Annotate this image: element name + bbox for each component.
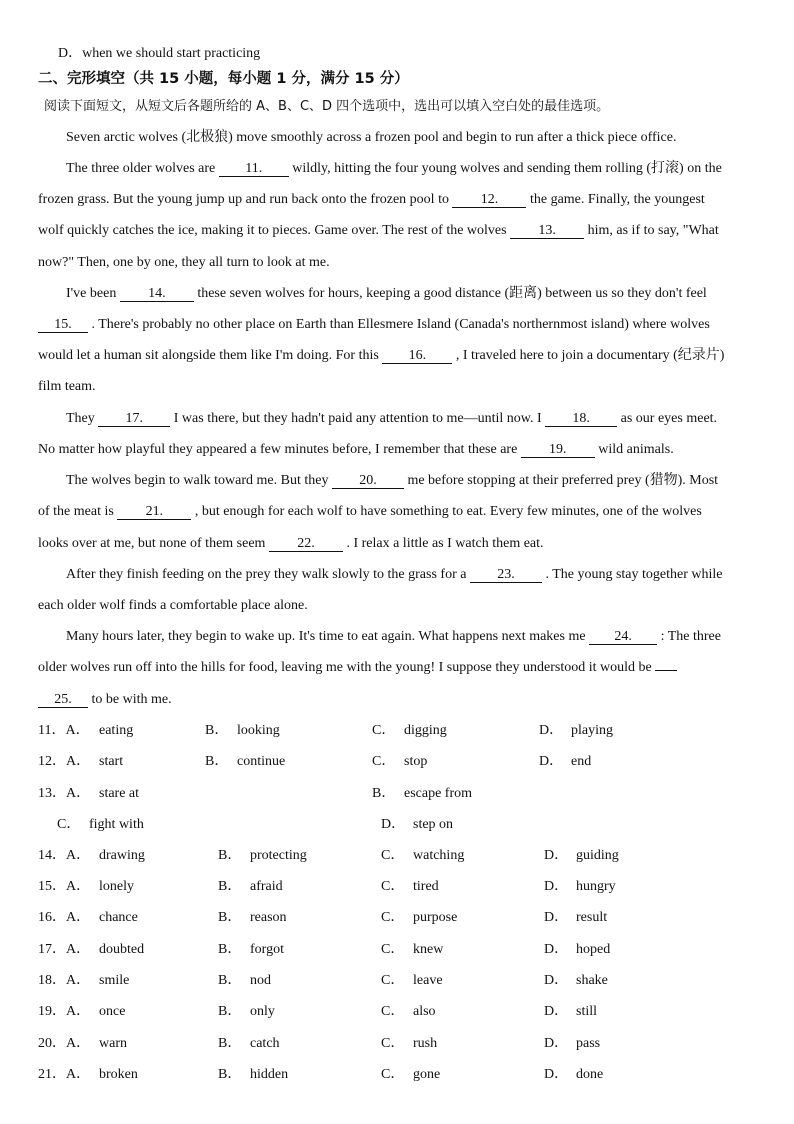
option-d[interactable]: pass <box>576 1036 601 1051</box>
option-letter: D． <box>544 910 569 925</box>
option-letter: C． <box>381 1036 405 1051</box>
passage-text: They <box>66 411 95 426</box>
option-letter: B． <box>205 754 229 769</box>
option-b[interactable]: continue <box>237 754 286 769</box>
passage-text: I've been <box>66 286 117 301</box>
option-b[interactable]: protecting <box>250 848 307 863</box>
blank-18: 18. <box>545 411 617 427</box>
option-b[interactable]: reason <box>250 910 287 925</box>
option-b[interactable]: only <box>250 1004 275 1019</box>
option-letter: C． <box>372 723 396 738</box>
passage-text: older wolves run off into the hills for food, leaving me with the young! I suppose they understood it would be <box>38 660 652 675</box>
option-c[interactable]: purpose <box>413 910 458 925</box>
blank-25-lead <box>655 670 677 671</box>
option-c[interactable]: gone <box>413 1067 441 1082</box>
option-c[interactable]: knew <box>413 942 444 957</box>
passage-text: frozen grass. But the young jump up and run back onto the frozen pool to <box>38 192 449 207</box>
option-c[interactable]: leave <box>413 973 443 988</box>
passage-text: I was there, but they hadn't paid any attention to me—until now. I <box>173 411 542 426</box>
blank-25: 25. <box>38 692 88 708</box>
passage-line <box>38 191 764 209</box>
passage-line: each older wolf finds a comfortable place alone. <box>38 598 308 613</box>
blank-16: 16. <box>382 348 452 364</box>
passage-text: , but enough for each wolf to have something to eat. Every few minutes, one of the wolves <box>194 504 702 519</box>
passage-line: now?" Then, one by one, they all turn to look at me. <box>38 255 330 270</box>
option-letter: C． <box>381 942 405 957</box>
question-number: 12．A． <box>38 754 91 769</box>
option-d[interactable]: still <box>576 1004 598 1019</box>
option-a[interactable]: doubted <box>99 942 145 957</box>
blank-17: 17. <box>98 411 170 427</box>
option-d[interactable]: guiding <box>576 848 619 863</box>
passage-line <box>38 441 764 459</box>
passage-text: the game. Finally, the youngest <box>529 192 705 207</box>
blank-24: 24. <box>589 629 657 645</box>
option-b[interactable]: afraid <box>250 879 283 894</box>
passage-line <box>66 410 764 428</box>
passage-text: would let a human sit alongside them like I'm doing. For this <box>38 348 379 363</box>
blank-23: 23. <box>470 567 542 583</box>
option-c[interactable]: also <box>413 1004 436 1019</box>
option-letter: D． <box>544 942 569 957</box>
option-c[interactable]: tired <box>413 879 439 894</box>
question-number: 18．A． <box>38 973 91 988</box>
option-c[interactable]: rush <box>413 1036 438 1051</box>
option-letter: C． <box>381 848 405 863</box>
passage-line <box>38 535 764 553</box>
option-a[interactable]: stare at <box>99 786 140 801</box>
passage-text: wildly, hitting the four young wolves and sending them rolling (打滚) on the <box>292 161 722 176</box>
option-a[interactable]: warn <box>99 1036 127 1051</box>
option-letter: D． <box>539 754 564 769</box>
option-letter: C． <box>57 817 81 832</box>
option-letter: B． <box>372 786 396 801</box>
question-number: 14．A． <box>38 848 91 863</box>
option-b[interactable]: escape from <box>404 786 473 801</box>
option-a[interactable]: drawing <box>99 848 145 863</box>
passage-line <box>38 659 764 677</box>
passage-line <box>66 472 764 490</box>
passage-text: The wolves begin to walk toward me. But they <box>66 473 329 488</box>
option-letter: D． <box>539 723 564 738</box>
passage-line <box>66 285 764 303</box>
passage-text: looks over at me, but none of them seem <box>38 536 266 551</box>
option-letter: B． <box>218 973 242 988</box>
option-letter: B． <box>218 1036 242 1051</box>
question-number: 17．A． <box>38 942 91 957</box>
passage-text: After they finish feeding on the prey they walk slowly to the grass for a <box>66 567 467 582</box>
passage-text: . There's probably no other place on Earth than Ellesmere Island (Canada's northernmost island) where wolves <box>91 317 710 332</box>
passage-line <box>38 503 764 521</box>
blank-21: 21. <box>117 504 191 520</box>
passage-paragraph-1: Seven arctic wolves (北极狼) move smoothly across a frozen pool and begin to run after a thick piece office. <box>66 130 677 145</box>
blank-13: 13. <box>510 223 584 239</box>
option-letter: D． <box>544 1067 569 1082</box>
passage-text: : The three <box>660 629 721 644</box>
passage-line <box>38 691 764 709</box>
option-d[interactable]: hungry <box>576 879 616 894</box>
option-a[interactable]: lonely <box>99 879 134 894</box>
passage-text: No matter how playful they appeared a few minutes before, I remember that these are <box>38 442 518 457</box>
option-letter: B． <box>218 1067 242 1082</box>
passage-line <box>38 222 764 240</box>
option-letter: D． <box>544 1004 569 1019</box>
option-b[interactable]: forgot <box>250 942 284 957</box>
option-letter: D． <box>544 973 569 988</box>
question-number: 16．A． <box>38 910 91 925</box>
passage-text: of the meat is <box>38 504 114 519</box>
blank-22: 22. <box>269 536 343 552</box>
question-number: 11．A． <box>38 723 90 738</box>
option-letter: C． <box>381 1004 405 1019</box>
passage-text: as our eyes meet. <box>620 411 718 426</box>
passage-line <box>66 160 764 178</box>
option-a[interactable]: once <box>99 1004 126 1019</box>
option-letter: D． <box>544 879 569 894</box>
option-letter: B． <box>205 723 229 738</box>
passage-text: wild animals. <box>598 442 674 457</box>
option-d[interactable]: end <box>571 754 592 769</box>
passage-text: him, as if to say, "What <box>587 223 719 238</box>
option-c[interactable]: stop <box>404 754 428 769</box>
option-a[interactable]: eating <box>99 723 134 738</box>
option-letter: B． <box>218 879 242 894</box>
blank-20: 20. <box>332 473 404 489</box>
option-c[interactable]: fight with <box>89 817 144 832</box>
question-number: 15．A． <box>38 879 91 894</box>
passage-text: to be with me. <box>91 692 172 707</box>
passage-line <box>66 628 764 646</box>
option-d[interactable]: step on <box>413 817 454 832</box>
option-a[interactable]: start <box>99 754 124 769</box>
option-letter: B． <box>218 910 242 925</box>
previous-question-option-d: D．when we should start practicing <box>58 46 261 61</box>
passage-text: these seven wolves for hours, keeping a good distance (距离) between us so they don't feel <box>197 286 707 301</box>
option-a[interactable]: chance <box>99 910 138 925</box>
option-letter: C． <box>381 973 405 988</box>
blank-19: 19. <box>521 442 595 458</box>
option-d[interactable]: playing <box>571 723 613 738</box>
option-a[interactable]: smile <box>99 973 130 988</box>
option-letter: D． <box>544 1036 569 1051</box>
question-number: 19．A． <box>38 1004 91 1019</box>
option-letter: B． <box>218 848 242 863</box>
blank-12: 12. <box>452 192 526 208</box>
blank-11: 11. <box>219 161 289 177</box>
option-letter: B． <box>218 1004 242 1019</box>
option-d[interactable]: done <box>576 1067 604 1082</box>
passage-text: me before stopping at their preferred prey (猎物). Most <box>407 473 719 488</box>
passage-line: film team. <box>38 379 96 394</box>
option-letter: C． <box>381 1067 405 1082</box>
option-letter: B． <box>218 942 242 957</box>
option-letter: D． <box>381 817 406 832</box>
passage-text: The three older wolves are <box>66 161 216 176</box>
passage-text: , I traveled here to join a documentary (纪录片) <box>455 348 725 363</box>
blank-14: 14. <box>120 286 194 302</box>
question-number: 20．A． <box>38 1036 91 1051</box>
passage-line <box>38 347 764 365</box>
option-b[interactable]: hidden <box>250 1067 289 1082</box>
option-b[interactable]: catch <box>250 1036 280 1051</box>
option-d[interactable]: hoped <box>576 942 611 957</box>
option-letter: C． <box>381 879 405 894</box>
blank-15: 15. <box>38 317 88 333</box>
option-letter: C． <box>381 910 405 925</box>
option-b[interactable]: nod <box>250 973 271 988</box>
option-letter: C． <box>372 754 396 769</box>
passage-text: . The young stay together while <box>545 567 723 582</box>
option-d[interactable]: shake <box>576 973 608 988</box>
passage-line <box>38 316 764 334</box>
passage-text: wolf quickly catches the ice, making it to pieces. Game over. The rest of the wolves <box>38 223 507 238</box>
question-number: 13．A． <box>38 786 91 801</box>
option-a[interactable]: broken <box>99 1067 138 1082</box>
section-instruction: 阅读下面短文，从短文后各题所给的 A、B、C、D 四个选项中，选出可以填入空白处的最佳选项。 <box>44 99 610 114</box>
option-letter: D． <box>544 848 569 863</box>
passage-text: . I relax a little as I watch them eat. <box>346 536 544 551</box>
passage-text: Many hours later, they begin to wake up. It's time to eat again. What happens next makes me <box>66 629 586 644</box>
passage-line <box>66 566 764 584</box>
question-number: 21．A． <box>38 1067 91 1082</box>
option-c[interactable]: digging <box>404 723 447 738</box>
option-c[interactable]: watching <box>413 848 465 863</box>
section-title: 二、完形填空（共 15 小题，每小题 1 分，满分 15 分） <box>38 71 409 87</box>
option-b[interactable]: looking <box>237 723 280 738</box>
option-d[interactable]: result <box>576 910 608 925</box>
